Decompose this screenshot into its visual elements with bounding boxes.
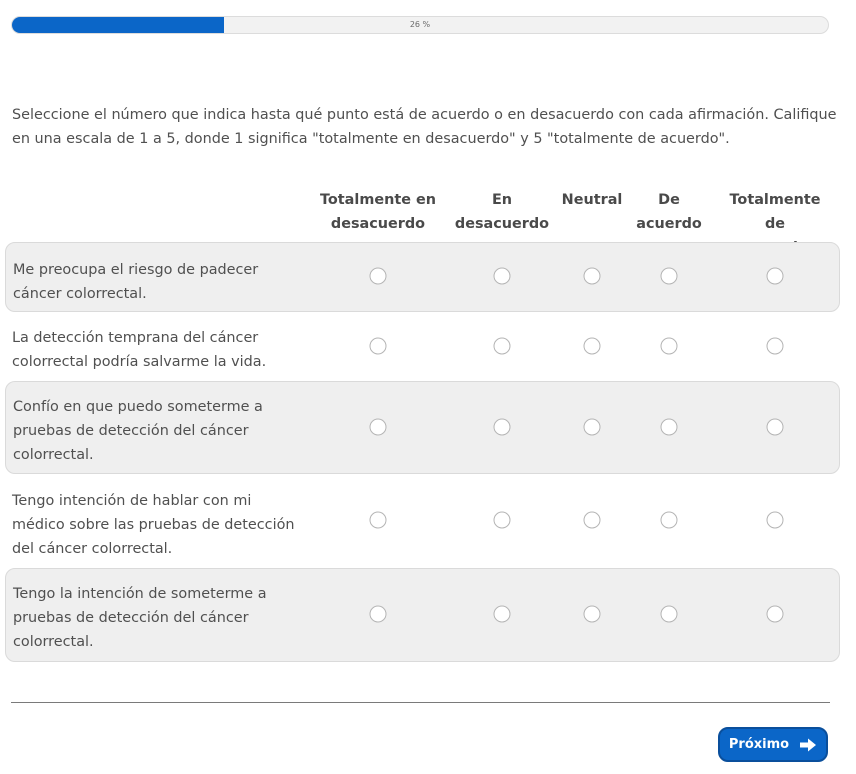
column-header-strongly-disagree: Totalmente en desacuerdo <box>320 192 436 232</box>
footer-divider <box>11 702 830 703</box>
question-row <box>5 242 840 312</box>
progress-label: 26 % <box>409 20 431 29</box>
radio-strongly-disagree[interactable] <box>370 418 387 435</box>
question-row <box>5 312 840 381</box>
radio-agree[interactable] <box>661 606 678 623</box>
radio-strongly-agree[interactable] <box>767 512 784 529</box>
question-text: La detección temprana del cáncer colorrectal podría salvarme la vida. <box>12 330 267 370</box>
radio-strongly-agree[interactable] <box>767 337 784 354</box>
question-row <box>5 568 840 662</box>
column-header-neutral: Neutral <box>561 192 623 208</box>
radio-agree[interactable] <box>661 418 678 435</box>
progress-bar <box>11 16 829 34</box>
scale-header <box>0 188 856 236</box>
radio-disagree[interactable] <box>494 418 511 435</box>
radio-strongly-disagree[interactable] <box>370 606 387 623</box>
radio-strongly-agree[interactable] <box>767 268 784 285</box>
radio-disagree[interactable] <box>494 268 511 285</box>
radio-neutral[interactable] <box>584 606 601 623</box>
radio-strongly-disagree[interactable] <box>370 512 387 529</box>
column-header-strongly-agree: Totalmente de <box>729 192 821 232</box>
radio-disagree[interactable] <box>494 337 511 354</box>
column-header-disagree: En desacuerdo <box>454 192 550 232</box>
radio-neutral[interactable] <box>584 512 601 529</box>
radio-strongly-agree[interactable] <box>767 418 784 435</box>
column-header-agree: De acuerdo <box>636 192 702 232</box>
radio-agree[interactable] <box>661 268 678 285</box>
question-row <box>5 381 840 474</box>
radio-strongly-disagree[interactable] <box>370 268 387 285</box>
radio-disagree[interactable] <box>494 512 511 529</box>
radio-strongly-disagree[interactable] <box>370 337 387 354</box>
question-text: Me preocupa el riesgo de padecer cáncer colorrectal. <box>13 262 259 302</box>
arrow-right-icon <box>799 738 817 752</box>
question-text: Confío en que puedo someterme a pruebas de detección del cáncer colorrectal. <box>13 399 263 463</box>
radio-disagree[interactable] <box>494 606 511 623</box>
question-row <box>5 474 840 568</box>
radio-neutral[interactable] <box>584 418 601 435</box>
radio-agree[interactable] <box>661 337 678 354</box>
next-button-label: Próximo <box>728 737 790 752</box>
question-text: Tengo la intención de someterme a pruebas de detección del cáncer colorrectal. <box>13 586 267 650</box>
question-text: Tengo intención de hablar con mi médico sobre las pruebas de detección del cáncer colorrectal. <box>12 493 295 557</box>
radio-strongly-agree[interactable] <box>767 606 784 623</box>
question-instructions: Seleccione el número que indica hasta qué punto está de acuerdo o en desacuerdo con cada afirmación. Califique en una escala de 1 a 5, donde 1 significa "totalmente en desacuerdo" y 5 "totalmente de acuerdo". <box>12 107 837 147</box>
radio-neutral[interactable] <box>584 268 601 285</box>
radio-neutral[interactable] <box>584 337 601 354</box>
next-button[interactable] <box>718 727 828 762</box>
radio-agree[interactable] <box>661 512 678 529</box>
